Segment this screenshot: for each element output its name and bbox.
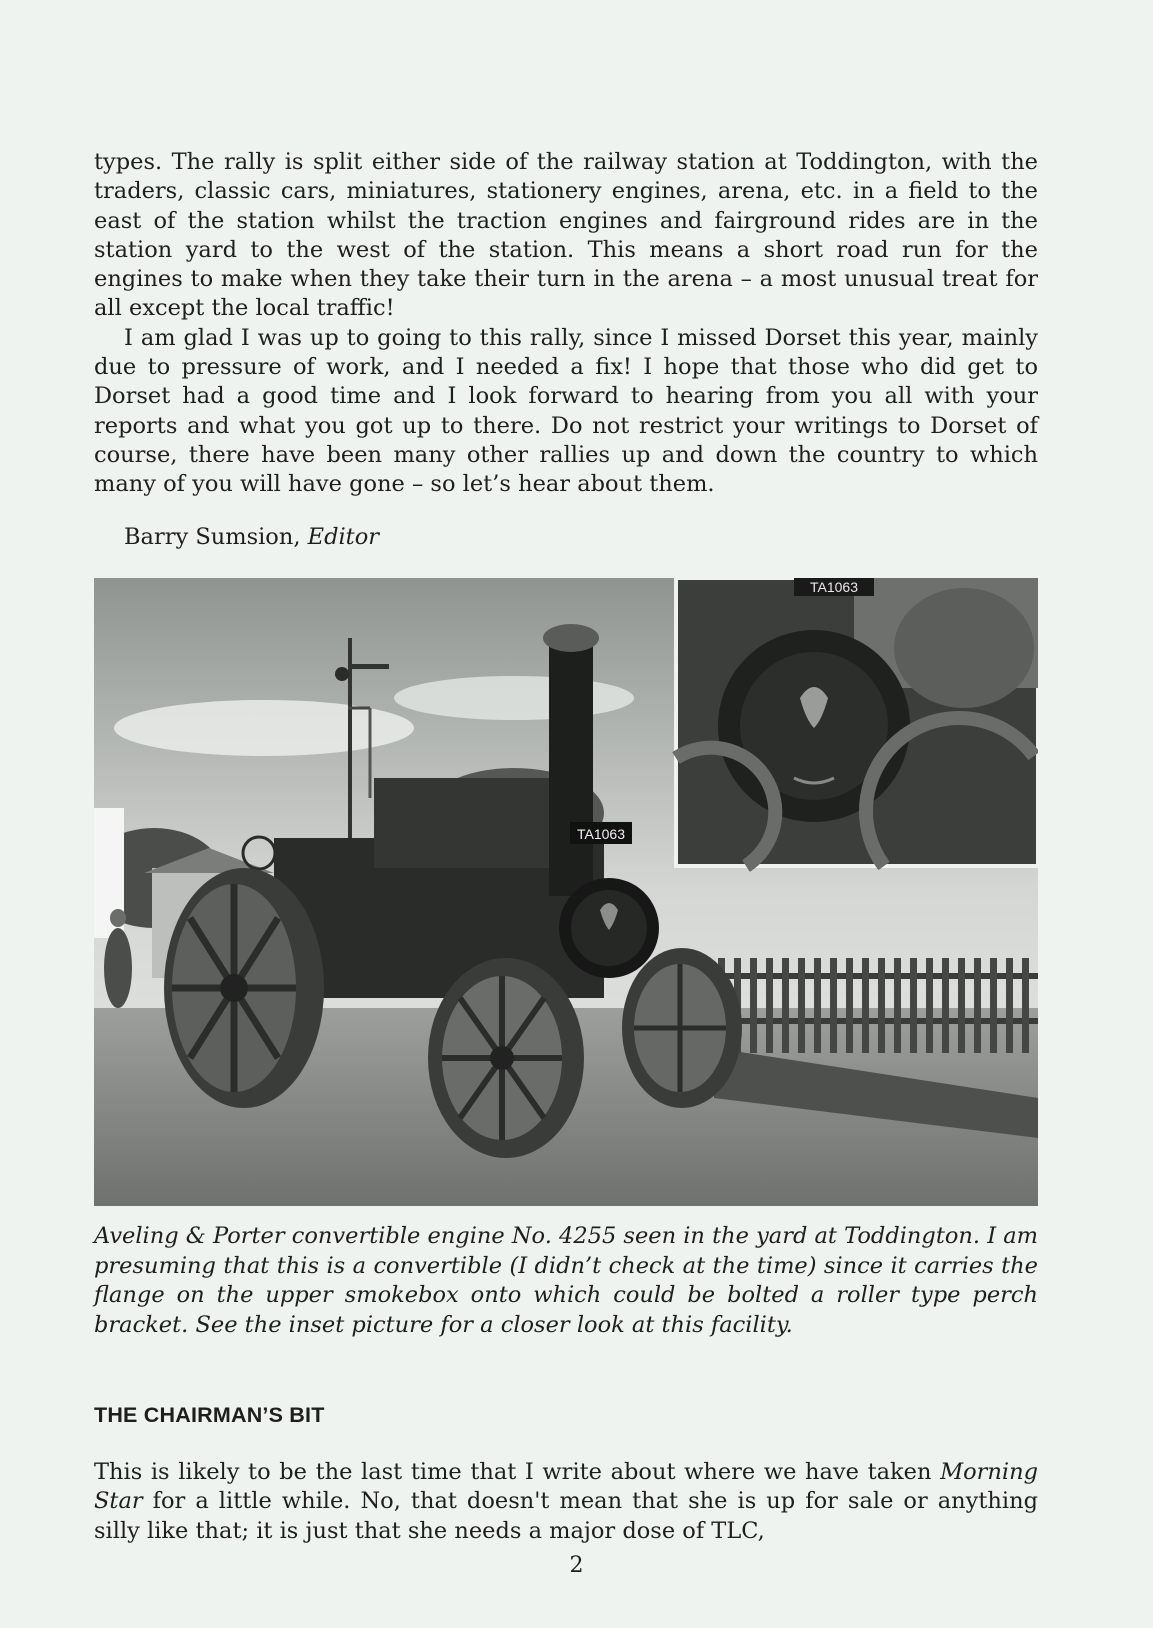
intro-text [94, 148, 1038, 500]
chairman-text-start: This is likely to be the last time that I write about where we have taken [94, 1459, 941, 1485]
section-heading: THE CHAIRMAN’S BIT [94, 1403, 325, 1427]
traction-engine-illustration [94, 578, 1038, 1206]
engine-number-plate: TA1063 [577, 826, 625, 842]
editor-name: Barry Sumsion, [124, 524, 301, 550]
rear-wheel [164, 868, 324, 1108]
intro-paragraph-2: I am glad I was up to going to this rally, since I missed Dorset this year, mainly due to pressure of work, and I needed a fix! I hope that those who did get to Dorset had a good time and I look forward to hearing from you all with your reports and what you got up to there. Do not restrict your writings to Dorset of course, there have been many other rallies up and down the country to which many of you will have gone – so let’s hear about them. [94, 324, 1038, 498]
editor-role: Editor [307, 524, 380, 550]
chairman-paragraph [94, 1458, 1038, 1546]
chairman-text [94, 1458, 1038, 1546]
intro-paragraph-1: types. The rally is split either side of the railway station at Toddington, with the traders, classic cars, miniatures, stationery engines, arena, etc. in a field to the east of the station whilst the traction engines and fairground rides are in the station yard to the west of the station. This means a short road run for the engines to make when they take their turn in the arena – a most unusual treat for all except the local traffic! [94, 149, 1038, 322]
page-number: 2 [569, 1553, 584, 1578]
vessel-name: Morning Star [94, 1459, 1038, 1515]
chairman-text-end: for a little while. No, that doesn't mean that she is up for sale or anything silly like that; it is just that she needs a major dose of TLC, [94, 1488, 1038, 1544]
traction-engine-photo [94, 578, 1038, 1206]
editor-signature [124, 524, 379, 550]
photo-caption: Aveling & Porter convertible engine No. 4255 seen in the yard at Toddington. I am presuming that this is a convertible (I didn’t check at the time) since it carries the flange on the upper smokebox onto which could be bolted a roller type perch bracket. See the inset picture for a closer look at this facility. [94, 1223, 1039, 1338]
front-wheel-near [428, 958, 584, 1158]
front-wheel-far [622, 948, 742, 1108]
inset-number-plate: TA1063 [810, 579, 858, 595]
